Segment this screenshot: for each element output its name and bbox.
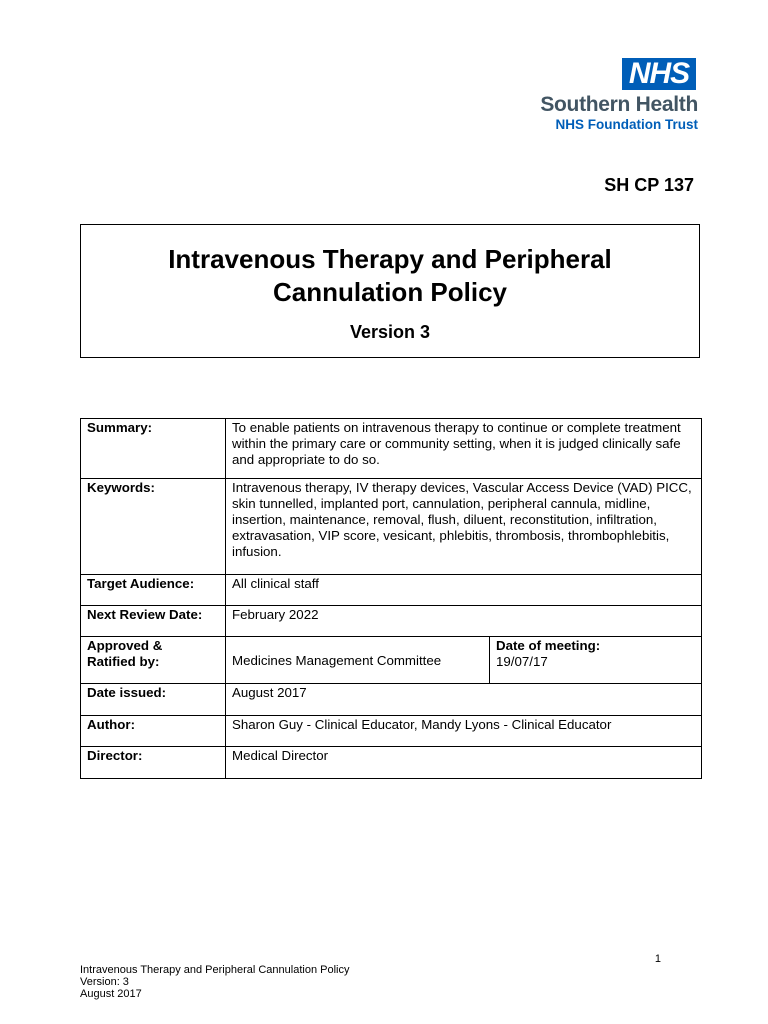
page-footer [80, 964, 349, 1000]
document-code: SH CP 137 [604, 175, 694, 195]
table-row [81, 479, 702, 575]
title-box [80, 224, 700, 358]
table-row [81, 575, 702, 606]
document-title: Intravenous Therapy and Peripheral Cannulation Policy [168, 244, 612, 307]
nhs-logo-mark: NHS [622, 58, 696, 90]
approved-label [81, 637, 226, 684]
footer-title: Intravenous Therapy and Peripheral Cannulation Policy [80, 964, 350, 976]
summary-label: Summary: [81, 419, 226, 479]
keywords-label: Keywords: [81, 479, 226, 575]
approved-value: Medicines Management Committee [226, 637, 490, 684]
issued-value: August 2017 [226, 684, 702, 716]
summary-value: To enable patients on intravenous therapy to continue or complete treatment within the primary care or community setting, when it is judged clinically safe and appropriate to do so. [226, 419, 702, 479]
organisation-name: Southern Health [540, 93, 698, 116]
document-info-table [80, 418, 702, 779]
approved-label-line-1: Approved & [87, 638, 163, 653]
table-row [81, 747, 702, 779]
table-row [81, 606, 702, 637]
review-date-label: Next Review Date: [81, 606, 226, 637]
author-value: Sharon Guy - Clinical Educator, Mandy Lyons - Clinical Educator [226, 716, 702, 747]
trust-name: NHS Foundation Trust [555, 117, 698, 132]
review-date-value: February 2022 [226, 606, 702, 637]
table-row [81, 637, 702, 684]
audience-label: Target Audience: [81, 575, 226, 606]
table-row [81, 419, 702, 479]
nhs-logo [500, 58, 698, 132]
document-version: Version 3 [349, 322, 431, 342]
keywords-value: Intravenous therapy, IV therapy devices, Vascular Access Device (VAD) PICC, skin tunnelled, implanted port, cannulation, peripheral cannula, midline, insertion, maintenance, removal, flush, diluent, reconstitution, infiltration, extravasation, VIP score, vesicant, phlebitis, thrombosis, thrombophlebitis, infusion. [226, 479, 702, 575]
audience-value: All clinical staff [226, 575, 702, 606]
footer-version: Version: 3 [80, 976, 129, 988]
director-label: Director: [81, 747, 226, 779]
director-value: Medical Director [226, 747, 702, 779]
table-row [81, 716, 702, 747]
meeting-value: 19/07/17 [496, 654, 548, 669]
meeting-cell [490, 637, 702, 684]
issued-label: Date issued: [81, 684, 226, 716]
author-label: Author: [81, 716, 226, 747]
table-row [81, 684, 702, 716]
page-number: 1 [654, 953, 661, 965]
approved-label-line-2: Ratified by: [87, 654, 160, 669]
footer-date: August 2017 [80, 988, 142, 1000]
meeting-label: Date of meeting: [496, 638, 601, 653]
